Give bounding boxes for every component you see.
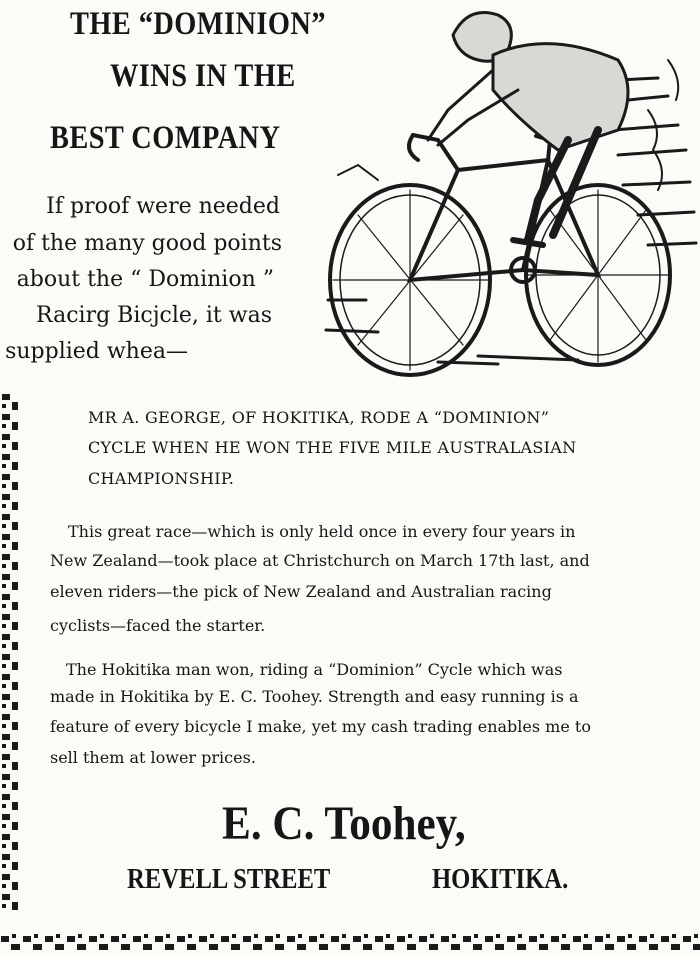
bicycle-frame-icon xyxy=(409,135,598,282)
statement-line: MR A. GEORGE, OF HOKITIKA, RODE A “DOMINION” xyxy=(88,408,550,427)
cyclist-illustration xyxy=(318,0,700,378)
intro-line: about the “ Dominion ” xyxy=(16,267,274,292)
decorative-border-left xyxy=(0,392,20,912)
paragraph-line: eleven riders—the pick of New Zealand and Australian racing xyxy=(50,582,552,601)
headline-line-3: BEST COMPANY xyxy=(50,120,281,156)
merchant-town: HOKITIKA. xyxy=(432,864,569,895)
statement-line: CHAMPIONSHIP. xyxy=(88,469,235,488)
intro-line: supplied whea— xyxy=(5,339,188,364)
merchant-street: REVELL STREET xyxy=(127,864,331,895)
intro-line: If proof were needed xyxy=(46,194,280,219)
paragraph-line: cyclists—faced the starter. xyxy=(50,616,266,635)
paragraph-line: New Zealand—took place at Christchurch on March 17th last, and xyxy=(50,551,590,570)
intro-line: Racirg Bicjcle, it was xyxy=(36,303,272,328)
speed-streaks-icon xyxy=(326,78,696,364)
paragraph-line: This great race—which is only held once in every four years in xyxy=(68,522,576,541)
decorative-border-bottom xyxy=(0,930,700,954)
paragraph-line: feature of every bicycle I make, yet my cash trading enables me to xyxy=(50,717,591,736)
merchant-name: E. C. Toohey, xyxy=(222,797,466,850)
headline-line-1: THE “DOMINION” xyxy=(70,6,326,42)
statement-line: CYCLE WHEN HE WON THE FIVE MILE AUSTRALASIAN xyxy=(88,438,577,457)
paragraph-line: sell them at lower prices. xyxy=(50,748,256,767)
paragraph-line: made in Hokitika by E. C. Toohey. Strength and easy running is a xyxy=(50,687,579,706)
paragraph-line: The Hokitika man won, riding a “Dominion” Cycle which was xyxy=(66,660,563,679)
intro-line: of the many good points xyxy=(12,231,282,256)
headline-line-2: WINS IN THE xyxy=(110,58,296,94)
